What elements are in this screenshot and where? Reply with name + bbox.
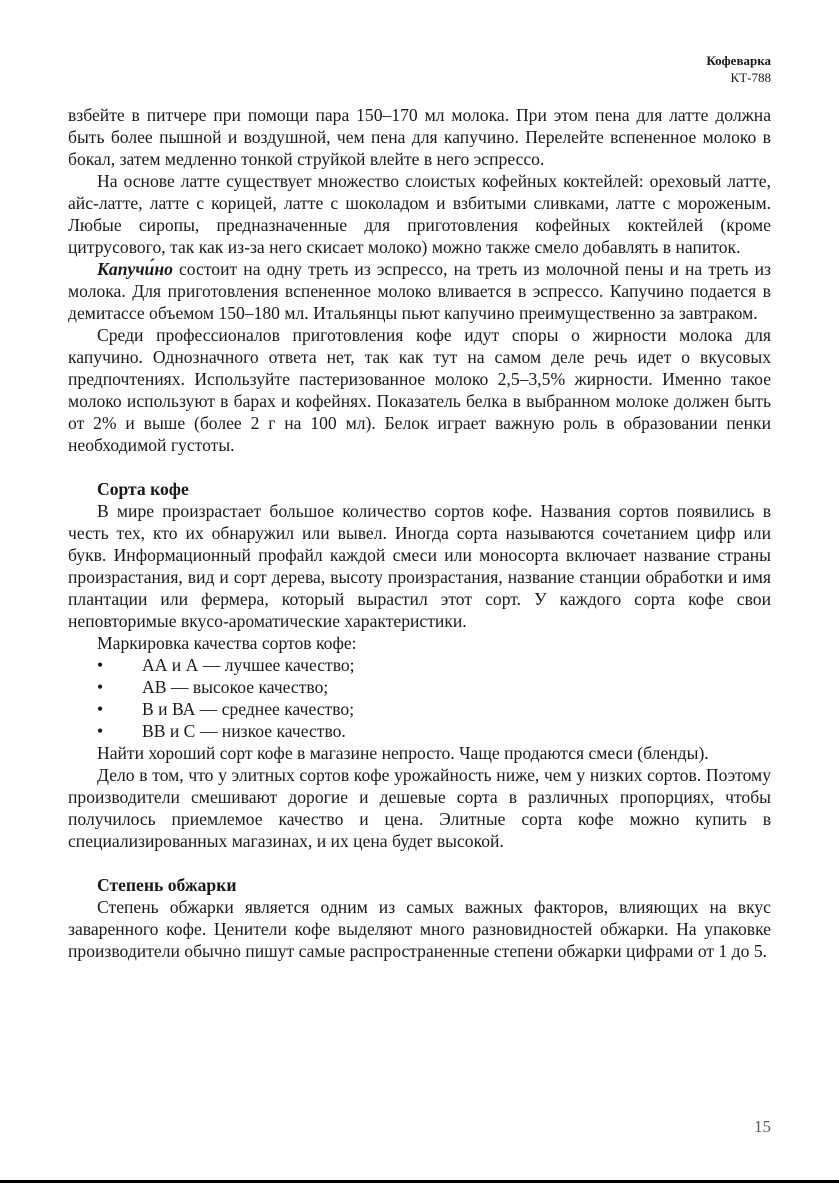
section-heading-sorts: Сорта кофе <box>97 479 189 499</box>
bullet-mark: • <box>97 721 104 741</box>
list-item-text: ВВ и С — низкое качество. <box>142 721 346 741</box>
quality-list <box>68 654 771 742</box>
page-body <box>68 104 771 962</box>
list-item <box>68 698 771 720</box>
paragraph-quality-marking: Маркировка качества сортов кофе: <box>97 633 357 653</box>
page-header <box>706 52 771 86</box>
paragraph-milk-fat: Среди профессионалов приготовления кофе идут споры о жирности молока для капучино. Однозначного ответа нет, так как тут на самом деле речь идет о вкусовых предпочтениях. Используйте пастеризованное молоко 2,5–3,5% жирности. Именно такое молоко используют в барах и кофейнях. Показатель белка в выбранном молоке должен быть от 2% и выше (более 2 г на 100 мл). Белок играет важную роль в образовании пенки необходимой густоты. <box>68 325 771 455</box>
paragraph-sorts-intro: В мире произрастает большое количество сортов кофе. Названия сортов появились в честь тех, кто их обнаружил или вывел. Иногда сорта называются сочетанием цифр или букв. Информационный профайл каждой смеси или моносорта включает название страны произрастания, вид и сорт дерева, высоту произрастания, название станции обработки и имя плантации или фермера, который вырастил этот сорт. У каждого сорта кофе свои неповторимые вкусо-ароматические характеристики. <box>68 501 771 631</box>
term-cappuccino: Капучи́но <box>97 259 173 279</box>
section-heading-roast: Степень обжарки <box>97 875 237 895</box>
list-item <box>68 654 771 676</box>
list-item-text: АА и А — лучшее качество; <box>142 655 355 675</box>
paragraph-elite-sorts: Дело в том, что у элитных сортов кофе урожайность ниже, чем у низких сортов. Поэтому производители смешивают дорогие и дешевые сорта в различных пропорциях, чтобы получилось приемлемое качество и цена. Элитные сорта кофе можно купить в специализированных магазинах, и их цена будет высокой. <box>68 765 771 851</box>
list-item-text: В и ВА — среднее качество; <box>142 699 355 719</box>
paragraph-blends: Найти хороший сорт кофе в магазине непросто. Чаще продаются смеси (бленды). <box>97 743 709 763</box>
list-item <box>68 720 771 742</box>
bullet-mark: • <box>97 699 104 719</box>
bullet-mark: • <box>97 677 104 697</box>
paragraph-cappuccino-text: состоит на одну треть из эспрессо, на треть из молочной пены и на треть из молока. Для приготовления вспененное молоко вливается в эспрессо. Капучино подается в демитассе объемом 150–180 мл. Итальянцы пьют капучино преимущественно за завтраком. <box>68 259 771 323</box>
list-item-text: АВ — высокое качество; <box>142 677 329 697</box>
list-item <box>68 676 771 698</box>
paragraph-cappuccino <box>68 258 771 324</box>
paragraph-roast: Степень обжарки является одним из самых важных факторов, влияющих на вкус заваренного кофе. Ценители кофе выделяют много разновидностей обжарки. На упаковке производители обычно пишут самые распространенные степени обжарки цифрами от 1 до 5. <box>68 897 771 961</box>
paragraph-latte-continued: взбейте в питчере при помощи пара 150–170 мл молока. При этом пена для латте должна быть более пышной и воздушной, чем пена для капучино. Перелейте вспененное молоко в бокал, затем медленно тонкой струйкой влейте в него эспрессо. <box>68 105 771 169</box>
bottom-rule <box>0 1180 839 1183</box>
page-number: 15 <box>754 1117 771 1136</box>
header-model: КТ-788 <box>730 70 771 85</box>
header-product-name: Кофеварка <box>706 53 771 68</box>
paragraph-latte-cocktails: На основе латте существует множество слоистых кофейных коктейлей: ореховый латте, айс-латте, латте с корицей, латте с шоколадом и взбитыми сливками, латте с мороженым. Любые сиропы, предназначенные для приготовления кофейных коктейлей (кроме цитрусового, так как из-за него скисает молоко) можно также смело добавлять в напиток. <box>68 171 771 257</box>
bullet-mark: • <box>97 655 104 675</box>
